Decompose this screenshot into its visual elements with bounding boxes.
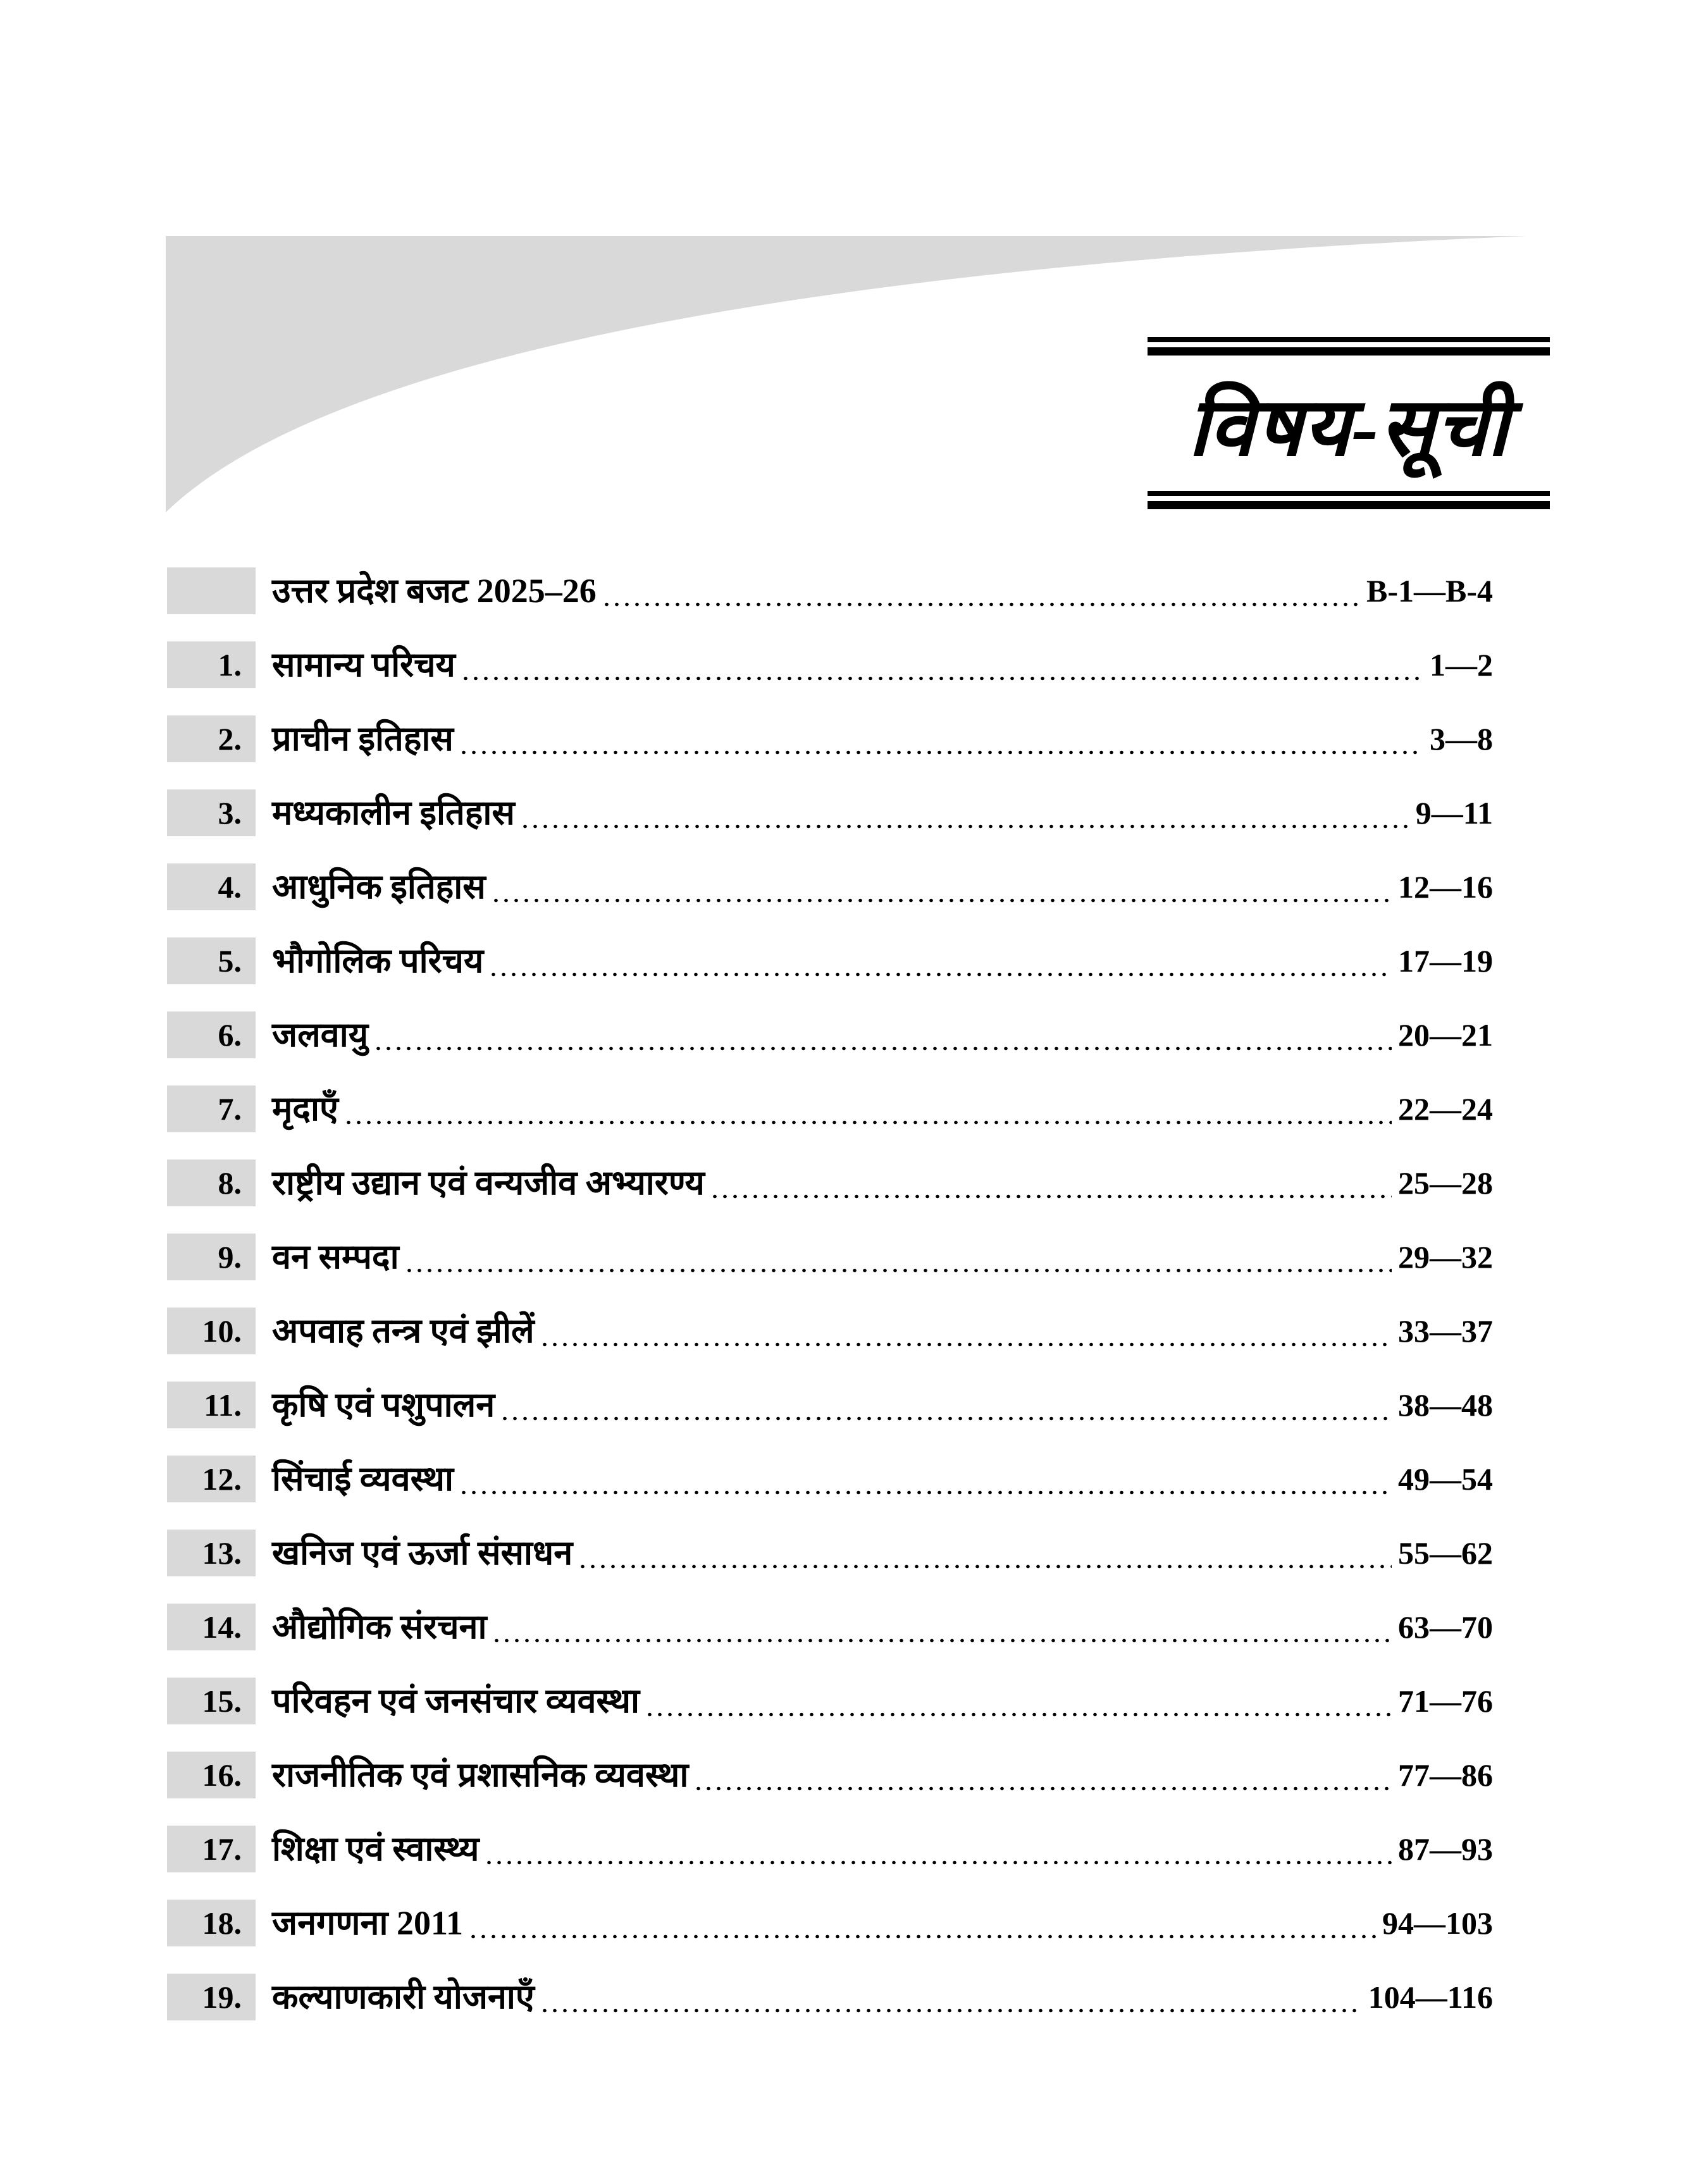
- entry-pages: 9—11: [1415, 795, 1493, 831]
- entry-number: 5.: [218, 943, 242, 979]
- dotted-leader: [459, 715, 1423, 762]
- entry-pages: 33—37: [1398, 1313, 1493, 1349]
- entry-number-box: [167, 1826, 256, 1872]
- entry-title: वन सम्पदा: [272, 1238, 399, 1276]
- entry-pages: 63—70: [1398, 1609, 1493, 1645]
- entry-title: कृषि एवं पशुपालन: [272, 1386, 495, 1424]
- entry-number-box: [167, 1530, 256, 1576]
- dotted-leader: [693, 1752, 1392, 1798]
- entry-number: 19.: [202, 1979, 242, 2015]
- entry-pages: 29—32: [1398, 1239, 1493, 1275]
- dotted-leader: [540, 1308, 1392, 1354]
- dotted-leader: [540, 1974, 1362, 2020]
- entry-title: कल्याणकारी योजनाएँ: [272, 1978, 535, 2016]
- entry-number: 9.: [218, 1239, 242, 1275]
- title-rule-top-thick: [1148, 347, 1550, 356]
- toc-entry: [167, 715, 1493, 762]
- toc-entry: [167, 789, 1493, 836]
- entry-title: अपवाह तन्त्र एवं झीलें: [272, 1312, 535, 1350]
- dotted-leader: [602, 567, 1360, 614]
- dotted-leader: [468, 1900, 1376, 1946]
- dotted-leader: [459, 1456, 1392, 1502]
- entry-pages: 22—24: [1398, 1091, 1493, 1127]
- toc-entry: [167, 1382, 1493, 1428]
- dotted-leader: [645, 1678, 1392, 1724]
- toc-entry: [167, 1308, 1493, 1354]
- entry-number-box: [167, 1900, 256, 1946]
- entry-number: 15.: [202, 1683, 242, 1719]
- entry-pages: B-1—B-4: [1366, 573, 1493, 609]
- entry-title: आधुनिक इतिहास: [272, 868, 486, 906]
- entry-pages: 77—86: [1398, 1757, 1493, 1793]
- toc-entry: [167, 937, 1493, 984]
- entry-number: 13.: [202, 1535, 242, 1571]
- toc-entry: [167, 1160, 1493, 1206]
- dotted-leader: [343, 1085, 1392, 1132]
- entry-number: 8.: [218, 1165, 242, 1201]
- entry-title: सिंचाई व्यवस्था: [272, 1460, 454, 1498]
- entry-pages: 71—76: [1398, 1683, 1493, 1719]
- entry-number: 17.: [202, 1831, 242, 1867]
- dotted-leader: [491, 863, 1392, 910]
- toc-entry: [167, 1234, 1493, 1280]
- entry-pages: 1—2: [1430, 647, 1493, 683]
- entry-number: 2.: [218, 721, 242, 757]
- toc-entry: [167, 1678, 1493, 1724]
- entry-number-box: [167, 1974, 256, 2020]
- entry-number: 10.: [202, 1313, 242, 1349]
- entry-title: शिक्षा एवं स्वास्थ्य: [272, 1830, 480, 1868]
- entry-number: 6.: [218, 1017, 242, 1053]
- entry-number: 1.: [218, 647, 242, 683]
- entry-title: उत्तर प्रदेश बजट 2025–26: [272, 572, 597, 610]
- entry-title: जनगणना 2011: [272, 1904, 463, 1942]
- entry-number-box: [167, 1011, 256, 1058]
- entry-number-box: [167, 715, 256, 762]
- toc-entry: [167, 1085, 1493, 1132]
- title-rule-bottom-thin: [1148, 491, 1550, 496]
- entry-number-box: [167, 789, 256, 836]
- entry-number: 12.: [202, 1461, 242, 1497]
- entry-pages: 12—16: [1398, 869, 1493, 905]
- entry-number: 18.: [202, 1905, 242, 1941]
- toc-entry: [167, 1456, 1493, 1502]
- entry-pages: 25—28: [1398, 1165, 1493, 1201]
- entry-title: राष्ट्रीय उद्यान एवं वन्यजीव अभ्यारण्य: [272, 1164, 705, 1202]
- toc-entry: [167, 1826, 1493, 1872]
- toc-entry: [167, 641, 1493, 688]
- dotted-leader: [484, 1826, 1392, 1872]
- dotted-leader: [710, 1160, 1392, 1206]
- entry-number: 14.: [202, 1609, 242, 1645]
- entry-title: जलवायु: [272, 1016, 369, 1054]
- entry-number-box: [167, 937, 256, 984]
- entry-number: 7.: [218, 1091, 242, 1127]
- entry-title: परिवहन एवं जनसंचार व्यवस्था: [272, 1682, 640, 1720]
- entry-number-box: [167, 1678, 256, 1724]
- entry-number-box: [167, 1382, 256, 1428]
- title-rule-top-thin: [1148, 337, 1550, 342]
- toc-entry: [167, 1900, 1493, 1946]
- entry-pages: 38—48: [1398, 1387, 1493, 1423]
- dotted-leader: [500, 1382, 1392, 1428]
- dotted-leader: [404, 1234, 1392, 1280]
- dotted-leader: [492, 1604, 1392, 1650]
- entry-number-box: [167, 1456, 256, 1502]
- entry-title: भौगोलिक परिचय: [272, 942, 484, 980]
- dotted-leader: [488, 937, 1392, 984]
- entry-title: सामान्य परिचय: [272, 646, 455, 684]
- dotted-leader: [578, 1530, 1392, 1576]
- toc-entry: [167, 1011, 1493, 1058]
- entry-pages: 104—116: [1368, 1979, 1493, 2015]
- entry-number-box: [167, 1234, 256, 1280]
- title-rule-bottom-thick: [1148, 501, 1550, 509]
- toc-entry: [167, 567, 1493, 614]
- toc-list: [167, 567, 1493, 2048]
- swoosh-graphic: [0, 0, 1708, 633]
- entry-number: 3.: [218, 795, 242, 831]
- toc-entry: [167, 1752, 1493, 1798]
- entry-pages: 55—62: [1398, 1535, 1493, 1571]
- entry-number-box: [167, 567, 256, 614]
- entry-number: 4.: [218, 869, 242, 905]
- toc-entry: [167, 1974, 1493, 2020]
- entry-title: मध्यकालीन इतिहास: [272, 794, 515, 832]
- entry-number-box: [167, 1604, 256, 1650]
- entry-pages: 49—54: [1398, 1461, 1493, 1497]
- entry-title: औद्योगिक संरचना: [272, 1608, 487, 1646]
- dotted-leader: [520, 789, 1409, 836]
- title-banner: [1148, 337, 1550, 509]
- entry-title: खनिज एवं ऊर्जा संसाधन: [272, 1534, 573, 1572]
- toc-entry: [167, 1530, 1493, 1576]
- entry-pages: 94—103: [1382, 1905, 1493, 1941]
- entry-number-box: [167, 1085, 256, 1132]
- entry-pages: 87—93: [1398, 1831, 1493, 1867]
- entry-pages: 20—21: [1398, 1017, 1493, 1053]
- entry-pages: 3—8: [1430, 721, 1493, 757]
- dotted-leader: [373, 1011, 1392, 1058]
- entry-number-box: [167, 1308, 256, 1354]
- entry-number-box: [167, 1752, 256, 1798]
- toc-entry: [167, 863, 1493, 910]
- entry-number-box: [167, 863, 256, 910]
- entry-title: प्राचीन इतिहास: [272, 720, 454, 758]
- entry-number-box: [167, 1160, 256, 1206]
- toc-entry: [167, 1604, 1493, 1650]
- entry-pages: 17—19: [1398, 943, 1493, 979]
- page-title: विषय-सूची: [1187, 382, 1510, 473]
- entry-title: राजनीतिक एवं प्रशासनिक व्यवस्था: [272, 1756, 689, 1794]
- dotted-leader: [461, 641, 1423, 688]
- entry-number: 16.: [202, 1757, 242, 1793]
- entry-title: मृदाएँ: [272, 1090, 338, 1128]
- entry-number-box: [167, 641, 256, 688]
- entry-number: 11.: [204, 1387, 242, 1423]
